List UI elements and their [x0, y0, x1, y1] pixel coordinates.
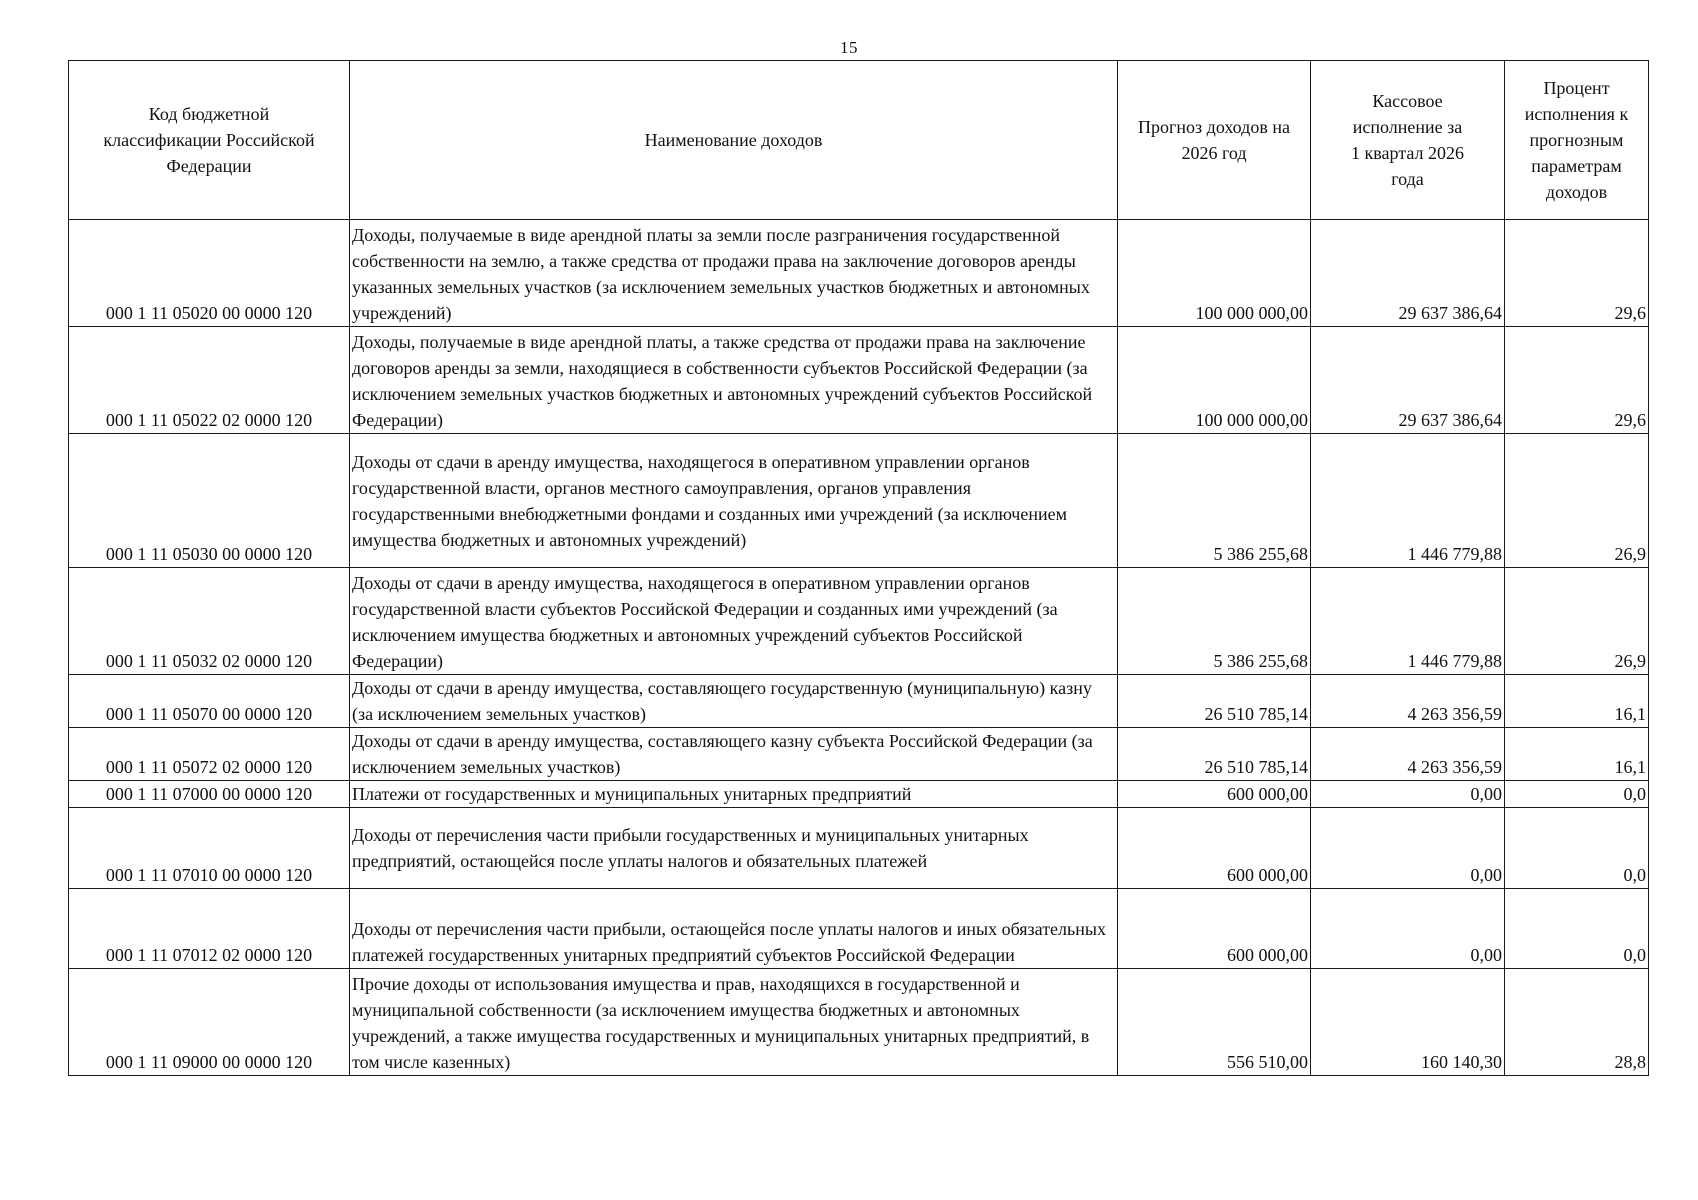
row-cash: 1 446 779,88 — [1311, 568, 1505, 675]
row-percent: 16,1 — [1505, 728, 1649, 781]
row-forecast: 600 000,00 — [1118, 781, 1311, 808]
header-percent-label: Процент исполнения к прогнозным параметрам доходов — [1524, 78, 1629, 202]
row-cash: 0,00 — [1311, 889, 1505, 969]
table-header — [69, 61, 1649, 220]
table-row — [69, 969, 1649, 1076]
row-code: 000 1 11 07010 00 0000 120 — [69, 808, 350, 889]
row-cash: 0,00 — [1311, 808, 1505, 889]
row-forecast: 556 510,00 — [1118, 969, 1311, 1076]
row-cash: 0,00 — [1311, 781, 1505, 808]
table-row — [69, 220, 1649, 327]
row-percent: 26,9 — [1505, 568, 1649, 675]
page-number: 15 — [840, 38, 858, 57]
row-forecast: 5 386 255,68 — [1118, 434, 1311, 568]
row-percent: 0,0 — [1505, 808, 1649, 889]
row-name: Доходы от перечисления части прибыли государственных и муниципальных унитарных предприятий, остающейся после уплаты налогов и обязательных платежей — [350, 808, 1118, 889]
row-name: Доходы от сдачи в аренду имущества, составляющего казну субъекта Российской Федерации (за исключением земельных участков) — [350, 728, 1118, 781]
header-forecast — [1118, 61, 1311, 220]
row-name: Доходы от сдачи в аренду имущества, составляющего государственную (муниципальную) казну (за исключением земельных участков) — [350, 675, 1118, 728]
row-percent: 26,9 — [1505, 434, 1649, 568]
row-forecast: 600 000,00 — [1118, 808, 1311, 889]
row-percent: 0,0 — [1505, 781, 1649, 808]
table-row — [69, 808, 1649, 889]
row-code: 000 1 11 07012 02 0000 120 — [69, 889, 350, 969]
row-forecast: 600 000,00 — [1118, 889, 1311, 969]
row-forecast: 26 510 785,14 — [1118, 728, 1311, 781]
table-row — [69, 781, 1649, 808]
row-code: 000 1 11 05072 02 0000 120 — [69, 728, 350, 781]
row-name: Доходы, получаемые в виде арендной платы, а также средства от продажи права на заключение договоров аренды за земли, находящиеся в собственности субъектов Российской Федерации (за исключением земельных участков бюджетных и автономных учреждений субъектов Российской Федерации) — [350, 327, 1118, 434]
header-forecast-label: Прогноз доходов на 2026 год — [1138, 117, 1290, 163]
row-percent: 29,6 — [1505, 327, 1649, 434]
row-name: Платежи от государственных и муниципальных унитарных предприятий — [350, 781, 1118, 808]
row-name: Доходы от сдачи в аренду имущества, находящегося в оперативном управлении органов государственной власти, органов местного самоуправления, органов управления государственными внебюджетными фондами и созданных ими учреждений (за исключением имущества бюджетных и автономных учреждений) — [350, 434, 1118, 568]
row-code: 000 1 11 07000 00 0000 120 — [69, 781, 350, 808]
row-name: Доходы от перечисления части прибыли, остающейся после уплаты налогов и иных обязательных платежей государственных унитарных предприятий субъектов Российской Федерации — [350, 889, 1118, 969]
header-name-label: Наименование доходов — [644, 130, 823, 150]
row-cash: 4 263 356,59 — [1311, 728, 1505, 781]
header-row — [69, 61, 1649, 220]
table-row — [69, 568, 1649, 675]
row-percent: 29,6 — [1505, 220, 1649, 327]
header-cash-label: Кассовое исполнение за 1 квартал 2026 года — [1351, 91, 1464, 189]
row-percent: 16,1 — [1505, 675, 1649, 728]
header-code — [69, 61, 350, 220]
table-body — [69, 220, 1649, 1076]
row-forecast: 26 510 785,14 — [1118, 675, 1311, 728]
table-row — [69, 434, 1649, 568]
row-code: 000 1 11 05032 02 0000 120 — [69, 568, 350, 675]
row-cash: 29 637 386,64 — [1311, 220, 1505, 327]
revenue-table — [68, 60, 1649, 1076]
row-forecast: 5 386 255,68 — [1118, 568, 1311, 675]
row-code: 000 1 11 05030 00 0000 120 — [69, 434, 350, 568]
row-forecast: 100 000 000,00 — [1118, 220, 1311, 327]
row-cash: 4 263 356,59 — [1311, 675, 1505, 728]
row-percent: 28,8 — [1505, 969, 1649, 1076]
row-code: 000 1 11 09000 00 0000 120 — [69, 969, 350, 1076]
table-row — [69, 889, 1649, 969]
table-row — [69, 728, 1649, 781]
row-name: Прочие доходы от использования имущества и прав, находящихся в государственной и муниципальной собственности (за исключением имущества бюджетных и автономных учреждений, а также имущества государственных и муниципальных унитарных предприятий, в том числе казенных) — [350, 969, 1118, 1076]
row-cash: 160 140,30 — [1311, 969, 1505, 1076]
row-code: 000 1 11 05022 02 0000 120 — [69, 327, 350, 434]
row-cash: 1 446 779,88 — [1311, 434, 1505, 568]
row-forecast: 100 000 000,00 — [1118, 327, 1311, 434]
row-name: Доходы, получаемые в виде арендной платы за земли после разграничения государственной собственности на землю, а также средства от продажи права на заключение договоров аренды указанных земельных участков (за исключением земельных участков бюджетных и автономных учреждений) — [350, 220, 1118, 327]
row-cash: 29 637 386,64 — [1311, 327, 1505, 434]
row-percent: 0,0 — [1505, 889, 1649, 969]
table-row — [69, 327, 1649, 434]
row-code: 000 1 11 05020 00 0000 120 — [69, 220, 350, 327]
header-code-label: Код бюджетной классификации Российской Федерации — [103, 104, 315, 176]
row-name: Доходы от сдачи в аренду имущества, находящегося в оперативном управлении органов государственной власти субъектов Российской Федерации и созданных ими учреждений (за исключением имущества бюджетных и автономных учреждений субъектов Российской Федерации) — [350, 568, 1118, 675]
header-cash — [1311, 61, 1505, 220]
row-code: 000 1 11 05070 00 0000 120 — [69, 675, 350, 728]
table-row — [69, 675, 1649, 728]
header-percent — [1505, 61, 1649, 220]
header-name — [350, 61, 1118, 220]
